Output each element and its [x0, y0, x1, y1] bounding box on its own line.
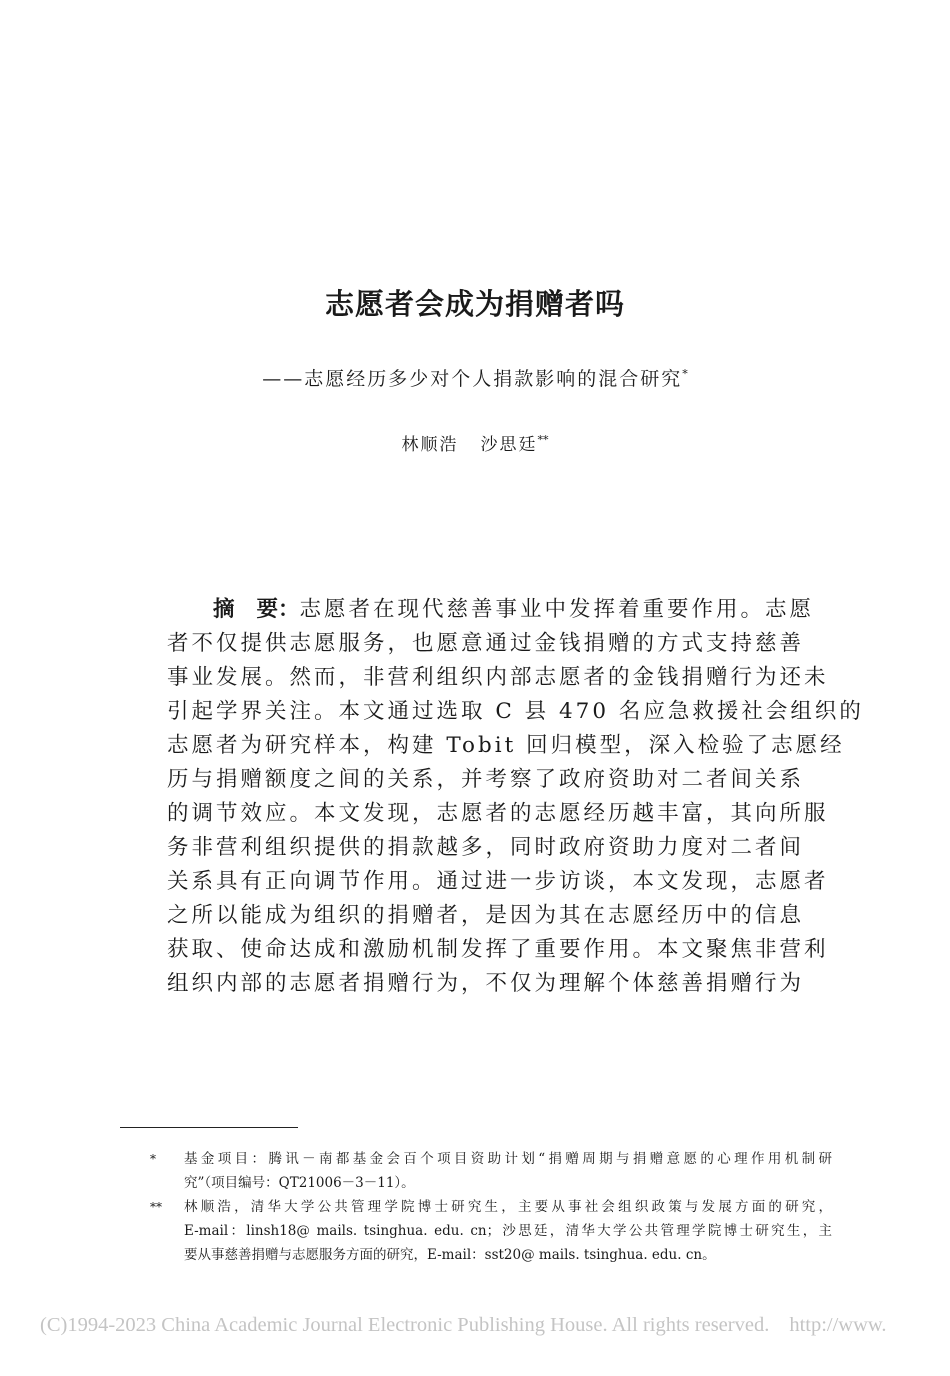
abstract-text: 志愿者在现代慈善事业中发挥着重要作用。志愿 — [299, 597, 815, 622]
paper-subtitle — [0, 364, 950, 391]
author-first: 林顺浩 — [401, 435, 459, 455]
footnote-line: 究”（项目编号：QT21006－3－11）。 — [184, 1175, 415, 1191]
abstract-line: 者不仅提供志愿服务，也愿意通过金钱捐赠的方式支持慈善 — [167, 631, 805, 656]
abstract-line: 之所以能成为组织的捐赠者，是因为其在志愿经历中的信息 — [167, 903, 805, 928]
copyright-url: http://www. — [789, 1314, 887, 1336]
abstract-line — [167, 593, 815, 627]
subtitle-text: ——志愿经历多少对个人捐款影响的混合研究 — [262, 368, 683, 390]
author-second: 沙思廷 — [480, 435, 538, 455]
abstract — [167, 593, 864, 1001]
footnote-authors — [120, 1195, 832, 1267]
footnote-line: 要从事慈善捐赠与志愿服务方面的研究，E-mail：sst20@ mails. tsinghua. edu. cn。 — [184, 1247, 716, 1263]
abstract-line: 历与捐赠额度之间的关系，并考察了政府资助对二者间关系 — [167, 767, 805, 792]
footnote-mark: * — [150, 1152, 156, 1166]
abstract-line: 志愿者为研究样本，构建 Tobit 回归模型，深入检验了志愿经 — [167, 733, 845, 758]
abstract-line: 关系具有正向调节作用。通过进一步访谈，本文发现，志愿者 — [167, 869, 829, 894]
footnote-divider — [120, 1127, 298, 1128]
footnote-line: 林顺浩，清华大学公共管理学院博士研究生，主要从事社会组织政策与发展方面的研究， — [184, 1199, 832, 1215]
footnotes — [120, 1147, 832, 1267]
footnote-line: E-mail：linsh18@ mails. tsinghua. edu. cn；沙思廷，清华大学公共管理学院博士研究生，主 — [184, 1223, 832, 1239]
author-footnote-mark: ** — [537, 433, 549, 447]
subtitle-footnote-mark: * — [682, 367, 688, 381]
paper-title: 志愿者会成为捐赠者吗 — [324, 287, 625, 321]
footnote-funding — [120, 1147, 832, 1195]
abstract-line: 的调节效应。本文发现，志愿者的志愿经历越丰富，其向所服 — [167, 801, 829, 826]
abstract-line: 事业发展。然而，非营利组织内部志愿者的金钱捐赠行为还未 — [167, 665, 829, 690]
abstract-label — [213, 597, 300, 622]
abstract-line: 务非营利组织提供的捐款越多，同时政府资助力度对二者间 — [167, 835, 805, 860]
abstract-line: 获取、使命达成和激励机制发挥了重要作用。本文聚焦非营利 — [167, 937, 829, 962]
copyright-watermark — [40, 1314, 887, 1337]
copyright-text: (C)1994-2023 China Academic Journal Electronic Publishing House. All rights reserved. — [40, 1314, 770, 1336]
abstract-label-colon: ： — [278, 597, 300, 622]
abstract-label-char-1: 摘 — [213, 597, 235, 622]
abstract-line: 组织内部的志愿者捐赠行为，不仅为理解个体慈善捐赠行为 — [167, 971, 805, 996]
abstract-label-char-2: 要 — [256, 597, 279, 622]
footnote-line: 基金项目：腾讯－南都基金会百个项目资助计划“捐赠周期与捐赠意愿的心理作用机制研 — [184, 1151, 832, 1167]
author-line — [0, 430, 950, 455]
footnote-mark: ** — [150, 1200, 162, 1214]
abstract-line: 引起学界关注。本文通过选取 C 县 470 名应急救援社会组织的 — [167, 699, 864, 724]
